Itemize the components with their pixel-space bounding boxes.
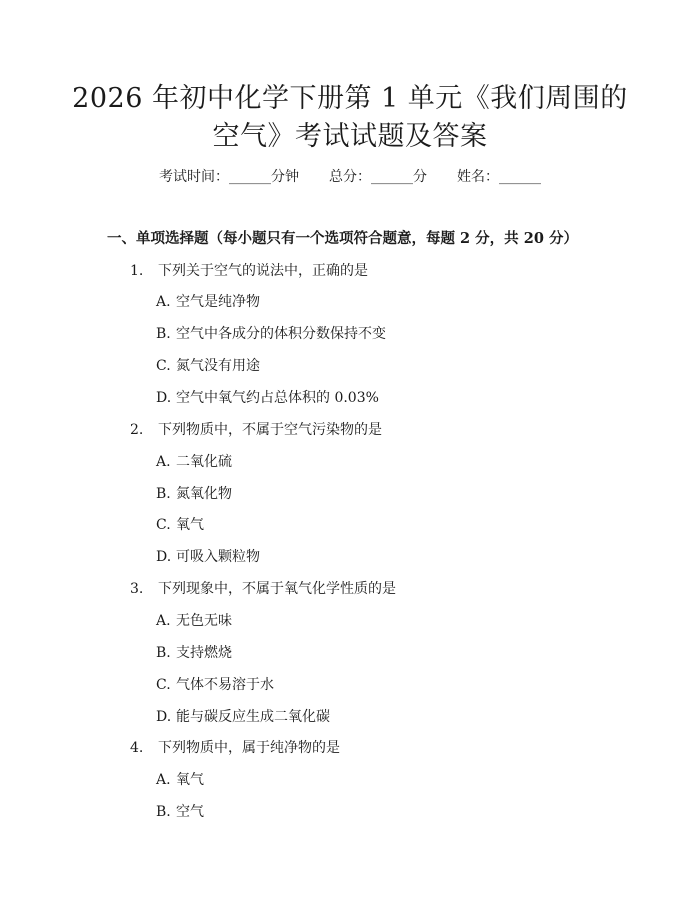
question-4 <box>130 738 340 758</box>
option-text: 空气中各成分的体积分数保持不变 <box>176 326 386 342</box>
question-text: 下列物质中，属于纯净物的是 <box>158 740 340 756</box>
question-4-option-a <box>156 770 204 790</box>
option-letter: C. <box>156 358 171 374</box>
question-number: 4. <box>130 740 144 756</box>
option-text: 二氧化硫 <box>176 454 232 470</box>
option-text: 空气是纯净物 <box>176 294 260 310</box>
page-title-line-2: 空气》考试试题及答案 <box>212 121 488 152</box>
question-1-option-d <box>156 388 379 408</box>
question-3-option-c <box>156 675 274 695</box>
question-3 <box>130 579 396 599</box>
option-text: 氧气 <box>176 772 204 788</box>
question-3-option-a <box>156 611 232 631</box>
option-letter: D. <box>156 549 172 565</box>
question-number: 3. <box>130 581 144 597</box>
option-letter: C. <box>156 517 171 533</box>
question-4-option-b <box>156 802 204 822</box>
question-text: 下列物质中，不属于空气污染物的是 <box>158 422 382 438</box>
question-3-option-b <box>156 643 232 663</box>
question-2-option-b <box>156 484 232 504</box>
option-text: 能与碳反应生成二氧化碳 <box>176 709 330 725</box>
question-2-option-c <box>156 515 204 535</box>
option-letter: D. <box>156 390 172 406</box>
option-letter: B. <box>156 804 171 820</box>
option-letter: A. <box>156 772 171 788</box>
question-2 <box>130 420 382 440</box>
option-text: 空气 <box>176 804 204 820</box>
option-letter: A. <box>156 294 171 310</box>
exam-time-field: 考试时间：______分钟 <box>159 169 299 185</box>
page-title-line-1: 2026 年初中化学下册第 1 单元《我们周围的 <box>72 83 628 114</box>
option-text: 支持燃烧 <box>176 645 232 661</box>
option-text: 空气中氧气约占总体积的 0.03% <box>176 390 379 406</box>
option-letter: A. <box>156 613 171 629</box>
question-3-option-d <box>156 707 330 727</box>
question-1-option-b <box>156 324 386 344</box>
question-number: 2. <box>130 422 144 438</box>
total-score-field: 总分：______分 <box>329 169 427 185</box>
option-text: 氮氧化物 <box>176 486 232 502</box>
option-letter: B. <box>156 486 171 502</box>
question-number: 1. <box>130 263 144 279</box>
option-text: 氮气没有用途 <box>176 358 260 374</box>
question-2-option-a <box>156 452 232 472</box>
option-letter: B. <box>156 645 171 661</box>
student-name-field: 姓名：______ <box>457 169 541 185</box>
question-text: 下列关于空气的说法中，正确的是 <box>158 263 368 279</box>
option-text: 无色无味 <box>176 613 232 629</box>
option-text: 可吸入颗粒物 <box>176 549 260 565</box>
exam-info-line <box>0 167 700 187</box>
option-letter: C. <box>156 677 171 693</box>
option-text: 气体不易溶于水 <box>176 677 274 693</box>
option-letter: B. <box>156 326 171 342</box>
question-2-option-d <box>156 547 260 567</box>
question-text: 下列现象中，不属于氧气化学性质的是 <box>158 581 396 597</box>
section-heading-single-choice: 一、单项选择题（每小题只有一个选项符合题意，每题 2 分，共 20 分） <box>107 230 578 247</box>
option-text: 氧气 <box>176 517 204 533</box>
question-1 <box>130 261 368 281</box>
question-1-option-c <box>156 356 260 376</box>
option-letter: D. <box>156 709 172 725</box>
question-1-option-a <box>156 292 260 312</box>
option-letter: A. <box>156 454 171 470</box>
